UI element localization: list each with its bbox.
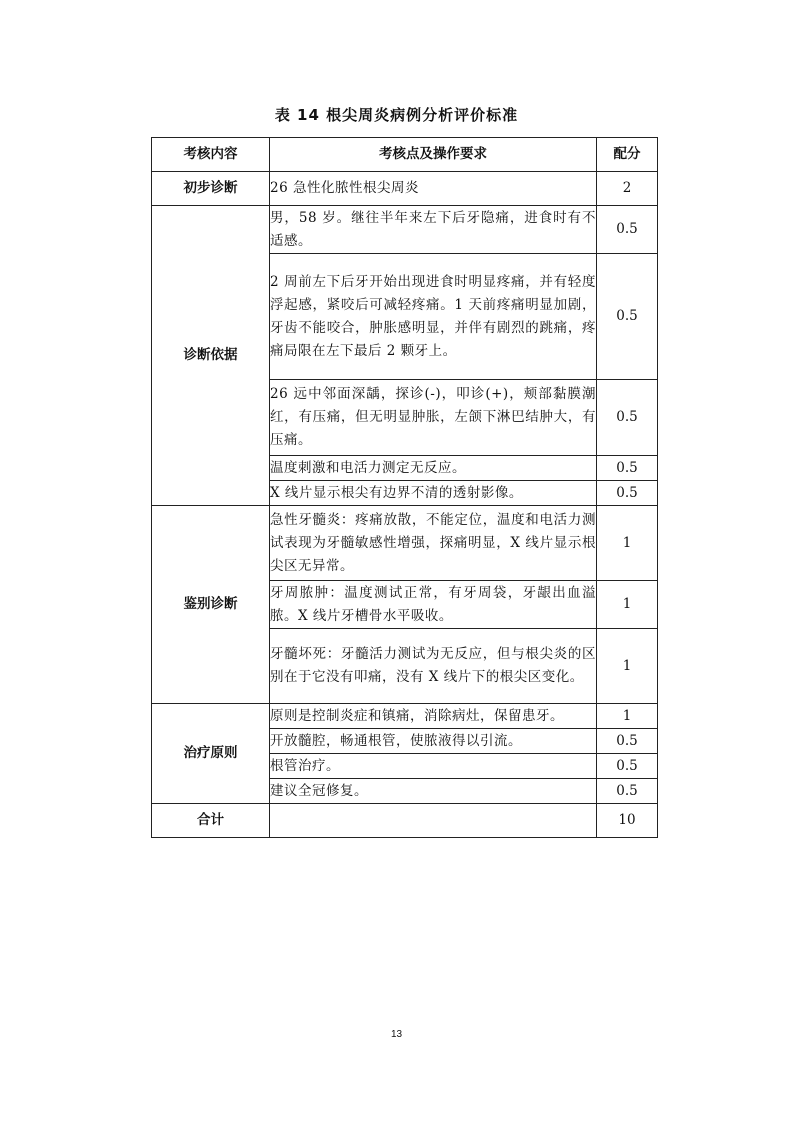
requirement-text: X 线片显示根尖有边界不清的透射影像。 <box>270 481 597 506</box>
table-row <box>152 506 658 581</box>
requirement-text: 2 周前左下后牙开始出现进食时明显疼痛，并有轻度浮起感，紧咬后可减轻疼痛。1 天前疼痛明显加剧，牙齿不能咬合，肿胀感明显，并伴有剧烈的跳痛，疼痛局限在左下最后 2 颗牙上。 <box>270 254 597 380</box>
score-value: 0.5 <box>597 456 658 481</box>
requirement-text: 急性牙髓炎：疼痛放散，不能定位，温度和电活力测试表现为牙髓敏感性增强，探痛明显，X 线片显示根尖区无异常。 <box>270 506 597 581</box>
score-value: 0.5 <box>597 754 658 779</box>
requirement-text: 男，58 岁。继往半年来左下后牙隐痛，进食时有不适感。 <box>270 206 597 254</box>
total-row <box>152 804 658 838</box>
total-score: 10 <box>597 804 658 838</box>
score-value: 0.5 <box>597 254 658 380</box>
table-row <box>152 206 658 254</box>
score-value: 1 <box>597 704 658 729</box>
score-value: 0.5 <box>597 481 658 506</box>
page-number: 13 <box>390 1029 403 1040</box>
score-value: 1 <box>597 629 658 704</box>
category-diagnosis-basis: 诊断依据 <box>152 206 270 506</box>
total-text <box>270 804 597 838</box>
requirement-text: 原则是控制炎症和镇痛，消除病灶，保留患牙。 <box>270 704 597 729</box>
score-value: 0.5 <box>597 380 658 456</box>
table-row <box>152 704 658 729</box>
requirement-text: 开放髓腔，畅通根管，使脓液得以引流。 <box>270 729 597 754</box>
score-value: 2 <box>597 172 658 206</box>
category-treatment-principles: 治疗原则 <box>152 704 270 804</box>
score-value: 0.5 <box>597 779 658 804</box>
score-value: 0.5 <box>597 729 658 754</box>
table-row <box>152 172 658 206</box>
header-score: 配分 <box>597 138 658 172</box>
category-differential-diagnosis: 鉴别诊断 <box>152 506 270 704</box>
evaluation-table <box>151 137 658 838</box>
score-value: 0.5 <box>597 206 658 254</box>
header-row <box>152 138 658 172</box>
requirement-text: 牙髓坏死：牙髓活力测试为无反应，但与根尖炎的区别在于它没有叩痛，没有 X 线片下的根尖区变化。 <box>270 629 597 704</box>
header-content: 考核内容 <box>152 138 270 172</box>
requirement-text: 温度刺激和电活力测定无反应。 <box>270 456 597 481</box>
requirement-text: 根管治疗。 <box>270 754 597 779</box>
requirement-text: 26 急性化脓性根尖周炎 <box>270 172 597 206</box>
table-title: 表 14 根尖周炎病例分析评价标准 <box>274 106 519 124</box>
requirement-text: 建议全冠修复。 <box>270 779 597 804</box>
score-value: 1 <box>597 581 658 629</box>
requirement-text: 26 远中邻面深龋，探诊(-)，叩诊(+)，颊部黏膜潮红，有压痛，但无明显肿胀，左颌下淋巴结肿大，有压痛。 <box>270 380 597 456</box>
score-value: 1 <box>597 506 658 581</box>
total-label: 合计 <box>152 804 270 838</box>
header-requirements: 考核点及操作要求 <box>270 138 597 172</box>
requirement-text: 牙周脓肿：温度测试正常，有牙周袋，牙龈出血溢脓。X 线片牙槽骨水平吸收。 <box>270 581 597 629</box>
category-preliminary-diagnosis: 初步诊断 <box>152 172 270 206</box>
